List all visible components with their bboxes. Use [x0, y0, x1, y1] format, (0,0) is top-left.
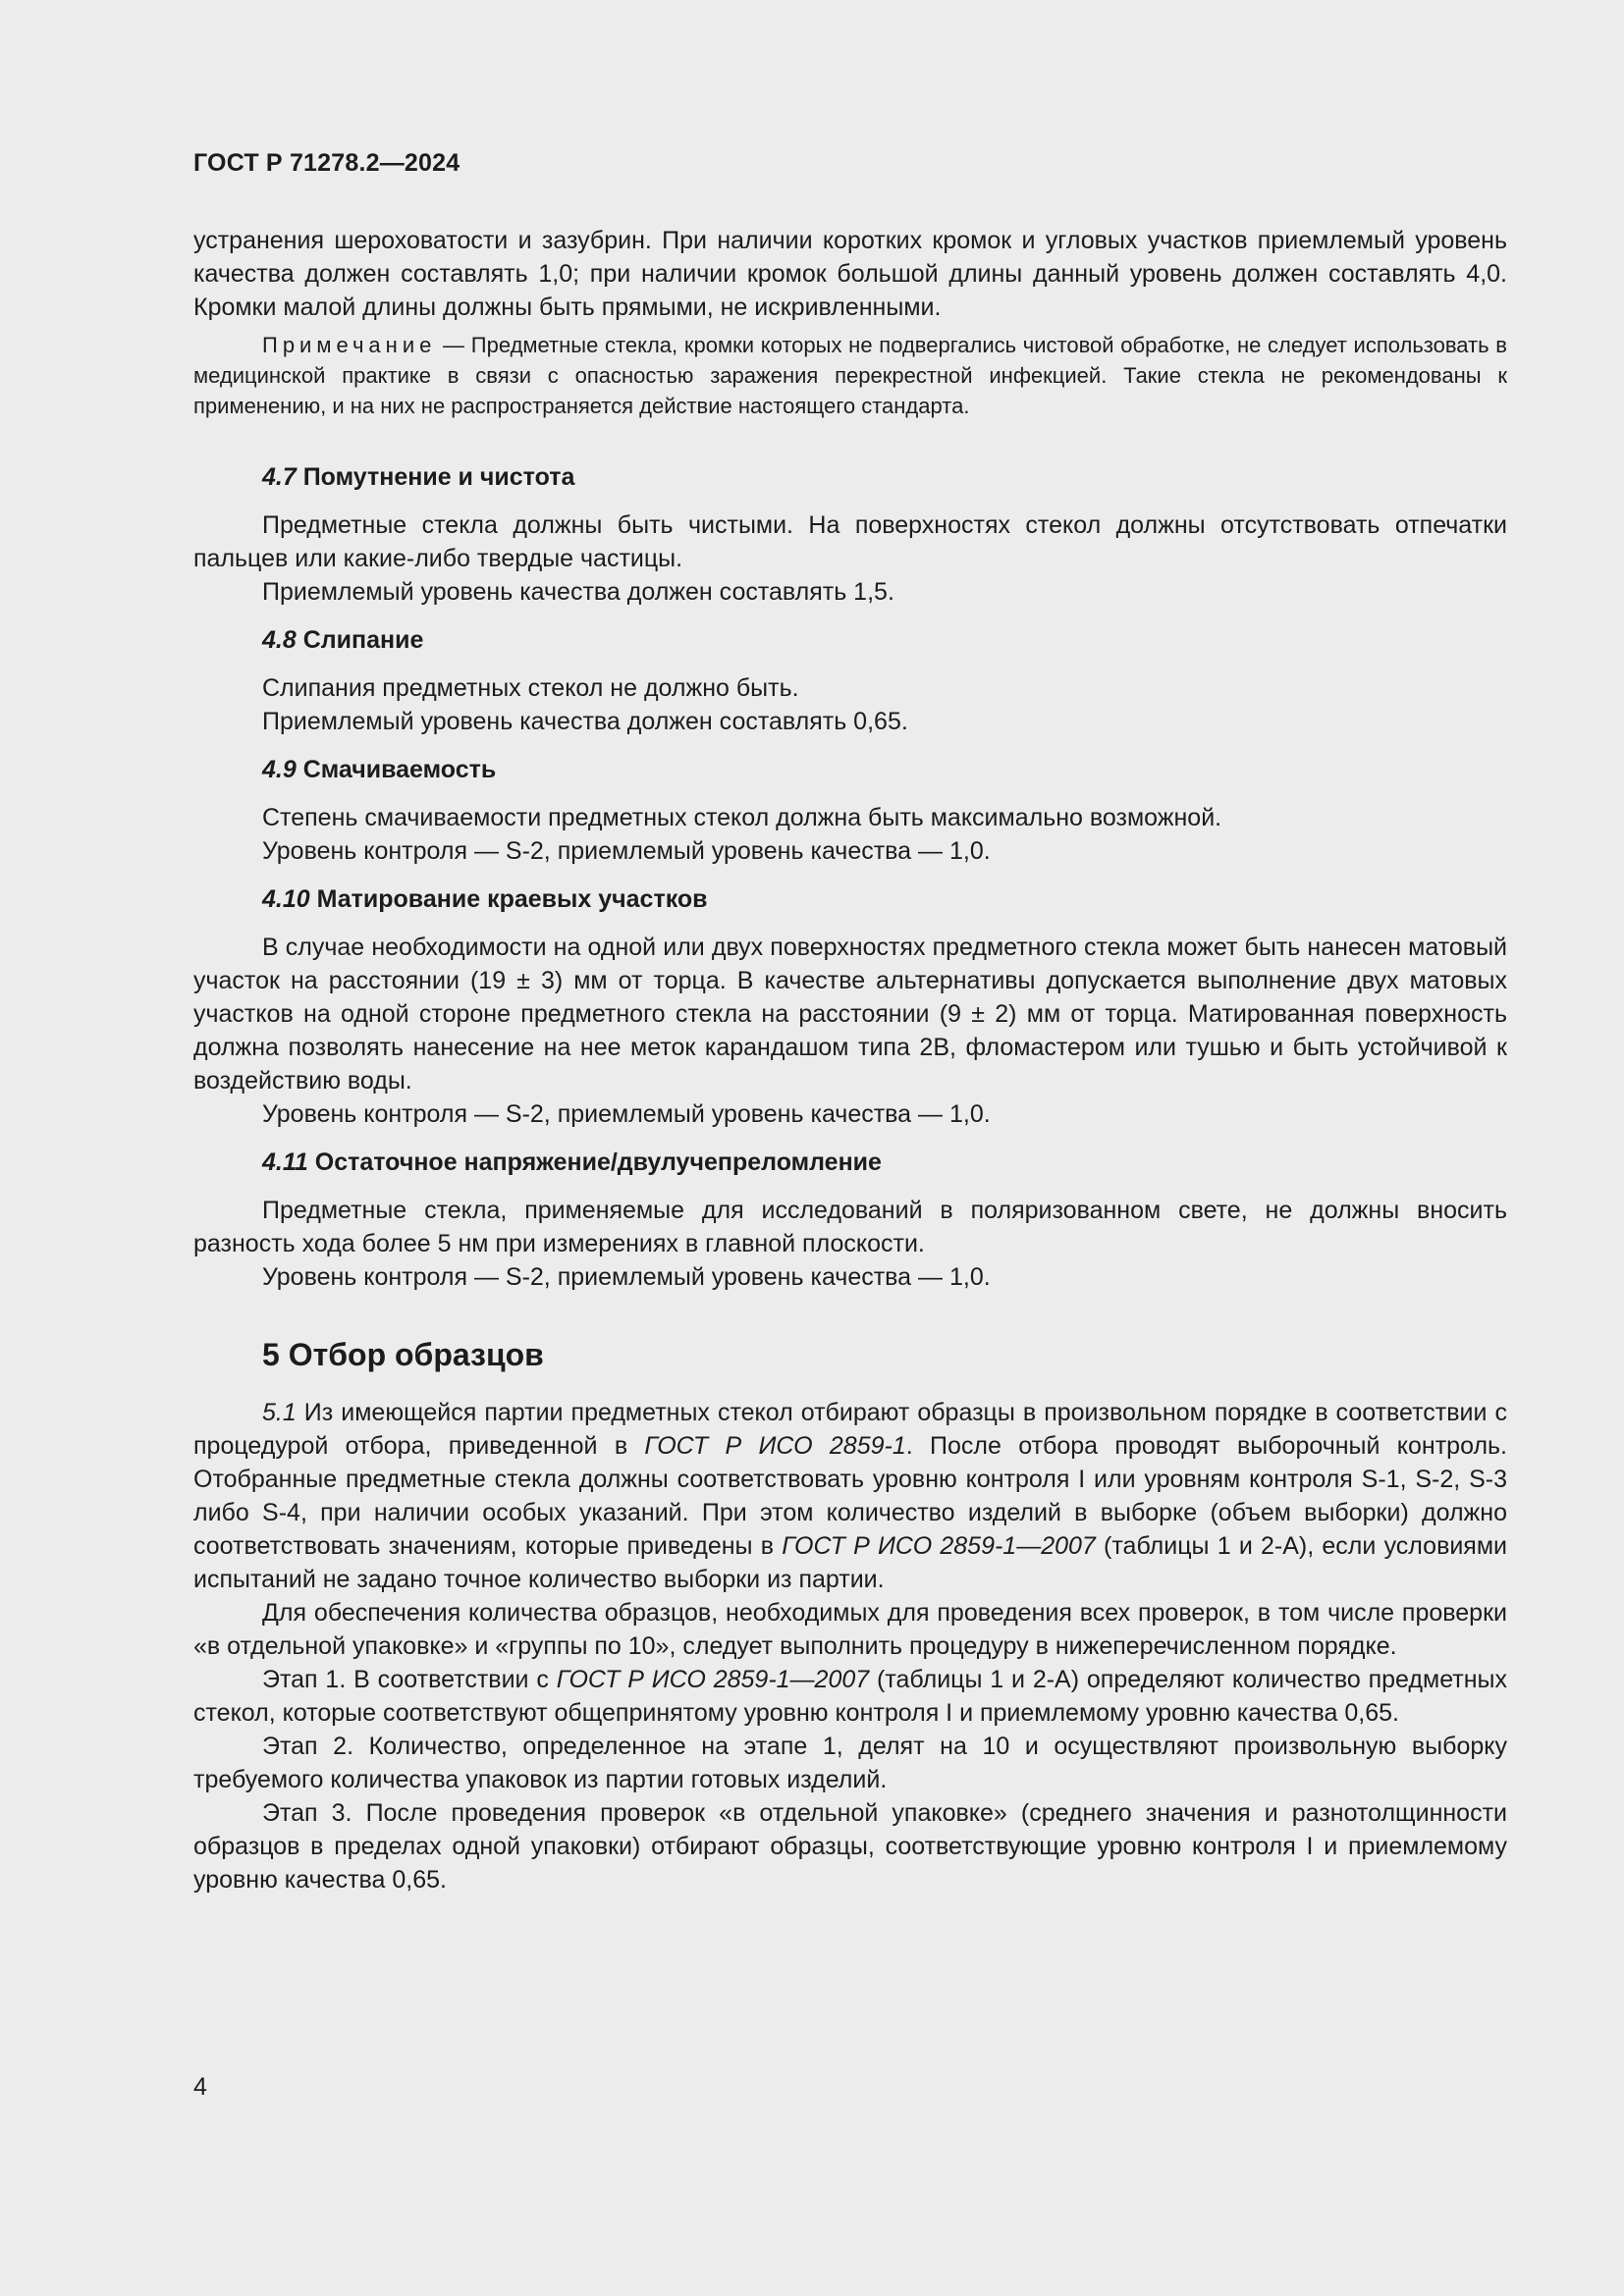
- document-header: ГОСТ Р 71278.2—2024: [193, 149, 460, 177]
- section-title: Помутнение и чистота: [296, 463, 575, 491]
- page-content: [193, 224, 1507, 1896]
- text-run: Из имеющейся партии предметных стекол отбирают образцы в произвольном порядке в соответствии с процедурой отбора, приведенной в: [193, 1399, 1507, 1460]
- note-text: — Предметные стекла, кромки которых не подвергались чистовой обработке, не следует использовать в медицинской практике в связи с опасностью заражения перекрестной инфекцией. Такие стекла не рекомендованы к применению, и на них не распространяется действие настоящего стандарта.: [193, 333, 1507, 418]
- section-heading-4-10: [193, 882, 1507, 916]
- paragraph: Уровень контроля — S-2, приемлемый уровень качества — 1,0.: [262, 1100, 991, 1128]
- section-heading-4-8: [193, 623, 1507, 657]
- standard-reference: ГОСТ Р ИСО 2859-1: [644, 1432, 906, 1460]
- section-heading-4-7: [193, 460, 1507, 494]
- text-run: (таблицы 1 и 2-А) определяют количество предметных стекол, которые соответствуют общепринятому уровню контроля I и приемлемому уровню качества 0,65.: [193, 1666, 1507, 1727]
- section-title: Остаточное напряжение/двулучепреломление: [307, 1148, 882, 1176]
- section-heading-5: 5 Отбор образцов: [262, 1337, 544, 1372]
- section-number: 4.7: [262, 463, 297, 491]
- paragraph: В случае необходимости на одной или двух поверхностях предметного стекла может быть нанесен матовый участок на расстоянии (19 ± 3) мм от торца. В качестве альтернативы допускается выполнение двух матовых участков на одной стороне предметного стекла на расстоянии (9 ± 2) мм от торца. Матированная поверхность должна позволять нанесение на нее меток карандашом типа 2В, фломастером или тушью и быть устойчивой к воздействию воды.: [193, 934, 1507, 1095]
- paragraph: Для обеспечения количества образцов, необходимых для проведения всех проверок, в том числе проверки «в отдельной упаковке» и «группы по 10», следует выполнить процедуру в нижеперечисленном порядке.: [193, 1599, 1507, 1660]
- section-heading-4-9: [193, 753, 1507, 786]
- section-title: Слипание: [296, 626, 424, 654]
- section-title: Матирование краевых участков: [309, 885, 708, 913]
- standard-reference: ГОСТ Р ИСО 2859-1—2007: [782, 1532, 1096, 1560]
- text-run: . После отбора проводят выборочный контроль. Отобранные предметные стекла должны соответствовать уровню контроля I или уровням контроля S-1, S-2, S-3 либо S-4, при наличии особых указаний. При этом количество изделий в выборке (объем выборки) должно соответствовать значениям, которые приведены в: [193, 1432, 1507, 1560]
- standard-reference: ГОСТ Р ИСО 2859-1—2007: [556, 1666, 870, 1693]
- page-number: 4: [193, 2073, 207, 2101]
- paragraph: Приемлемый уровень качества должен составлять 1,5.: [262, 578, 894, 606]
- step-2-paragraph: Этап 2. Количество, определенное на этапе 1, делят на 10 и осуществляют произвольную выборку требуемого количества упаковок из партии готовых изделий.: [193, 1733, 1507, 1793]
- paragraph: Предметные стекла, применяемые для исследований в поляризованном свете, не должны вносить разность хода более 5 нм при измерениях в главной плоскости.: [193, 1197, 1507, 1257]
- clause-number: 5.1: [262, 1399, 297, 1426]
- text-run: Этап 1. В соответствии с: [262, 1666, 557, 1693]
- step-1-paragraph: [193, 1663, 1507, 1730]
- section-number: 4.10: [262, 885, 310, 913]
- note-paragraph: [193, 330, 1507, 421]
- paragraph: Слипания предметных стекол не должно быть.: [262, 674, 799, 702]
- text-run: (таблицы 1 и 2-А), если условиями испытаний не задано точное количество выборки из партии.: [193, 1532, 1507, 1593]
- continuation-paragraph: устранения шероховатости и зазубрин. При наличии коротких кромок и угловых участков приемлемый уровень качества должен составлять 1,0; при наличии кромок большой длины данный уровень должен составлять 4,0. Кромки малой длины должны быть прямыми, не искривленными.: [193, 227, 1507, 321]
- section-title: Смачиваемость: [296, 756, 497, 783]
- step-3-paragraph: Этап 3. После проведения проверок «в отдельной упаковке» (среднего значения и разнотолщинности образцов в пределах одной упаковки) отбирают образцы, соответствующие уровню контроля I и приемлемому уровню качества 0,65.: [193, 1799, 1507, 1894]
- paragraph: Приемлемый уровень качества должен составлять 0,65.: [262, 708, 908, 735]
- paragraph: Уровень контроля — S-2, приемлемый уровень качества — 1,0.: [262, 837, 991, 865]
- note-label: Примечание: [262, 333, 437, 357]
- paragraph: Уровень контроля — S-2, приемлемый уровень качества — 1,0.: [262, 1263, 991, 1291]
- paragraph: Степень смачиваемости предметных стекол должна быть максимально возможной.: [262, 804, 1222, 831]
- paragraph-5-1: [193, 1396, 1507, 1596]
- section-heading-4-11: [193, 1146, 1507, 1179]
- paragraph: Предметные стекла должны быть чистыми. На поверхностях стекол должны отсутствовать отпечатки пальцев или какие-либо твердые частицы.: [193, 511, 1507, 572]
- section-number: 4.9: [262, 756, 297, 783]
- section-number: 4.11: [262, 1148, 308, 1176]
- section-number: 4.8: [262, 626, 297, 654]
